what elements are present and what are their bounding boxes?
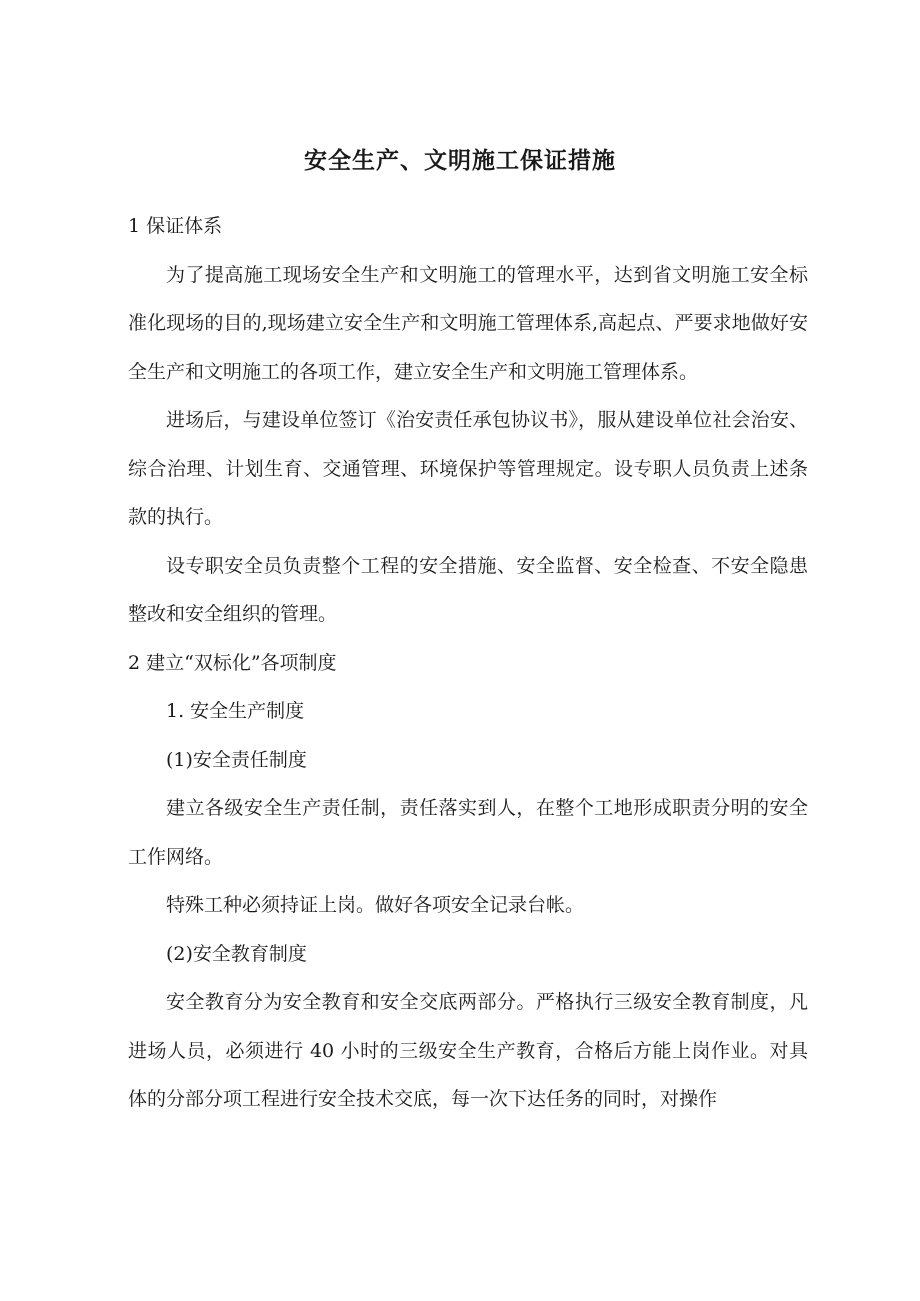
item-2-paragraph-1: 安全教育分为安全教育和安全交底两部分。严格执行三级安全教育制度，凡进场人员，必须进行 40 小时的三级安全生产教育，合格后方能上岗作业。对具体的分部分项工程进行安全技术交底，每一次下达任务的同时，对操作 (128, 991, 808, 1110)
item-1-heading: (1)安全责任制度 (166, 748, 307, 771)
section-1-heading: 1 保证体系 (128, 215, 223, 237)
document-title: 安全生产、文明施工保证措施 (304, 148, 616, 174)
subsection-1-heading: 1. 安全生产制度 (166, 700, 305, 722)
section-2-heading: 2 建立“双标化”各项制度 (128, 651, 337, 674)
section-1-paragraph-2: 进场后，与建设单位签订《治安责任承包协议书》，服从建设单位社会治安、综合治理、计划生育、交通管理、环境保护等管理规定。设专职人员负责上述条款的执行。 (128, 409, 808, 528)
document-body (128, 202, 808, 1124)
section-1-paragraph-3: 设专职安全员负责整个工程的安全措施、安全监督、安全检查、不安全隐患整改和安全组织的管理。 (128, 554, 808, 625)
section-1-paragraph-1: 为了提高施工现场安全生产和文明施工的管理水平，达到省文明施工安全标准化现场的目的,现场建立安全生产和文明施工管理体系,高起点、严要求地做好安全生产和文明施工的各项工作，建立安全生产和文明施工管理体系。 (128, 263, 808, 383)
item-1-paragraph-2: 特殊工种必须持证上岗。做好各项安全记录台帐。 (166, 894, 585, 916)
item-1-paragraph-1: 建立各级安全生产责任制，责任落实到人，在整个工地形成职责分明的安全工作网络。 (128, 797, 808, 868)
item-2-heading: (2)安全教育制度 (166, 942, 307, 965)
